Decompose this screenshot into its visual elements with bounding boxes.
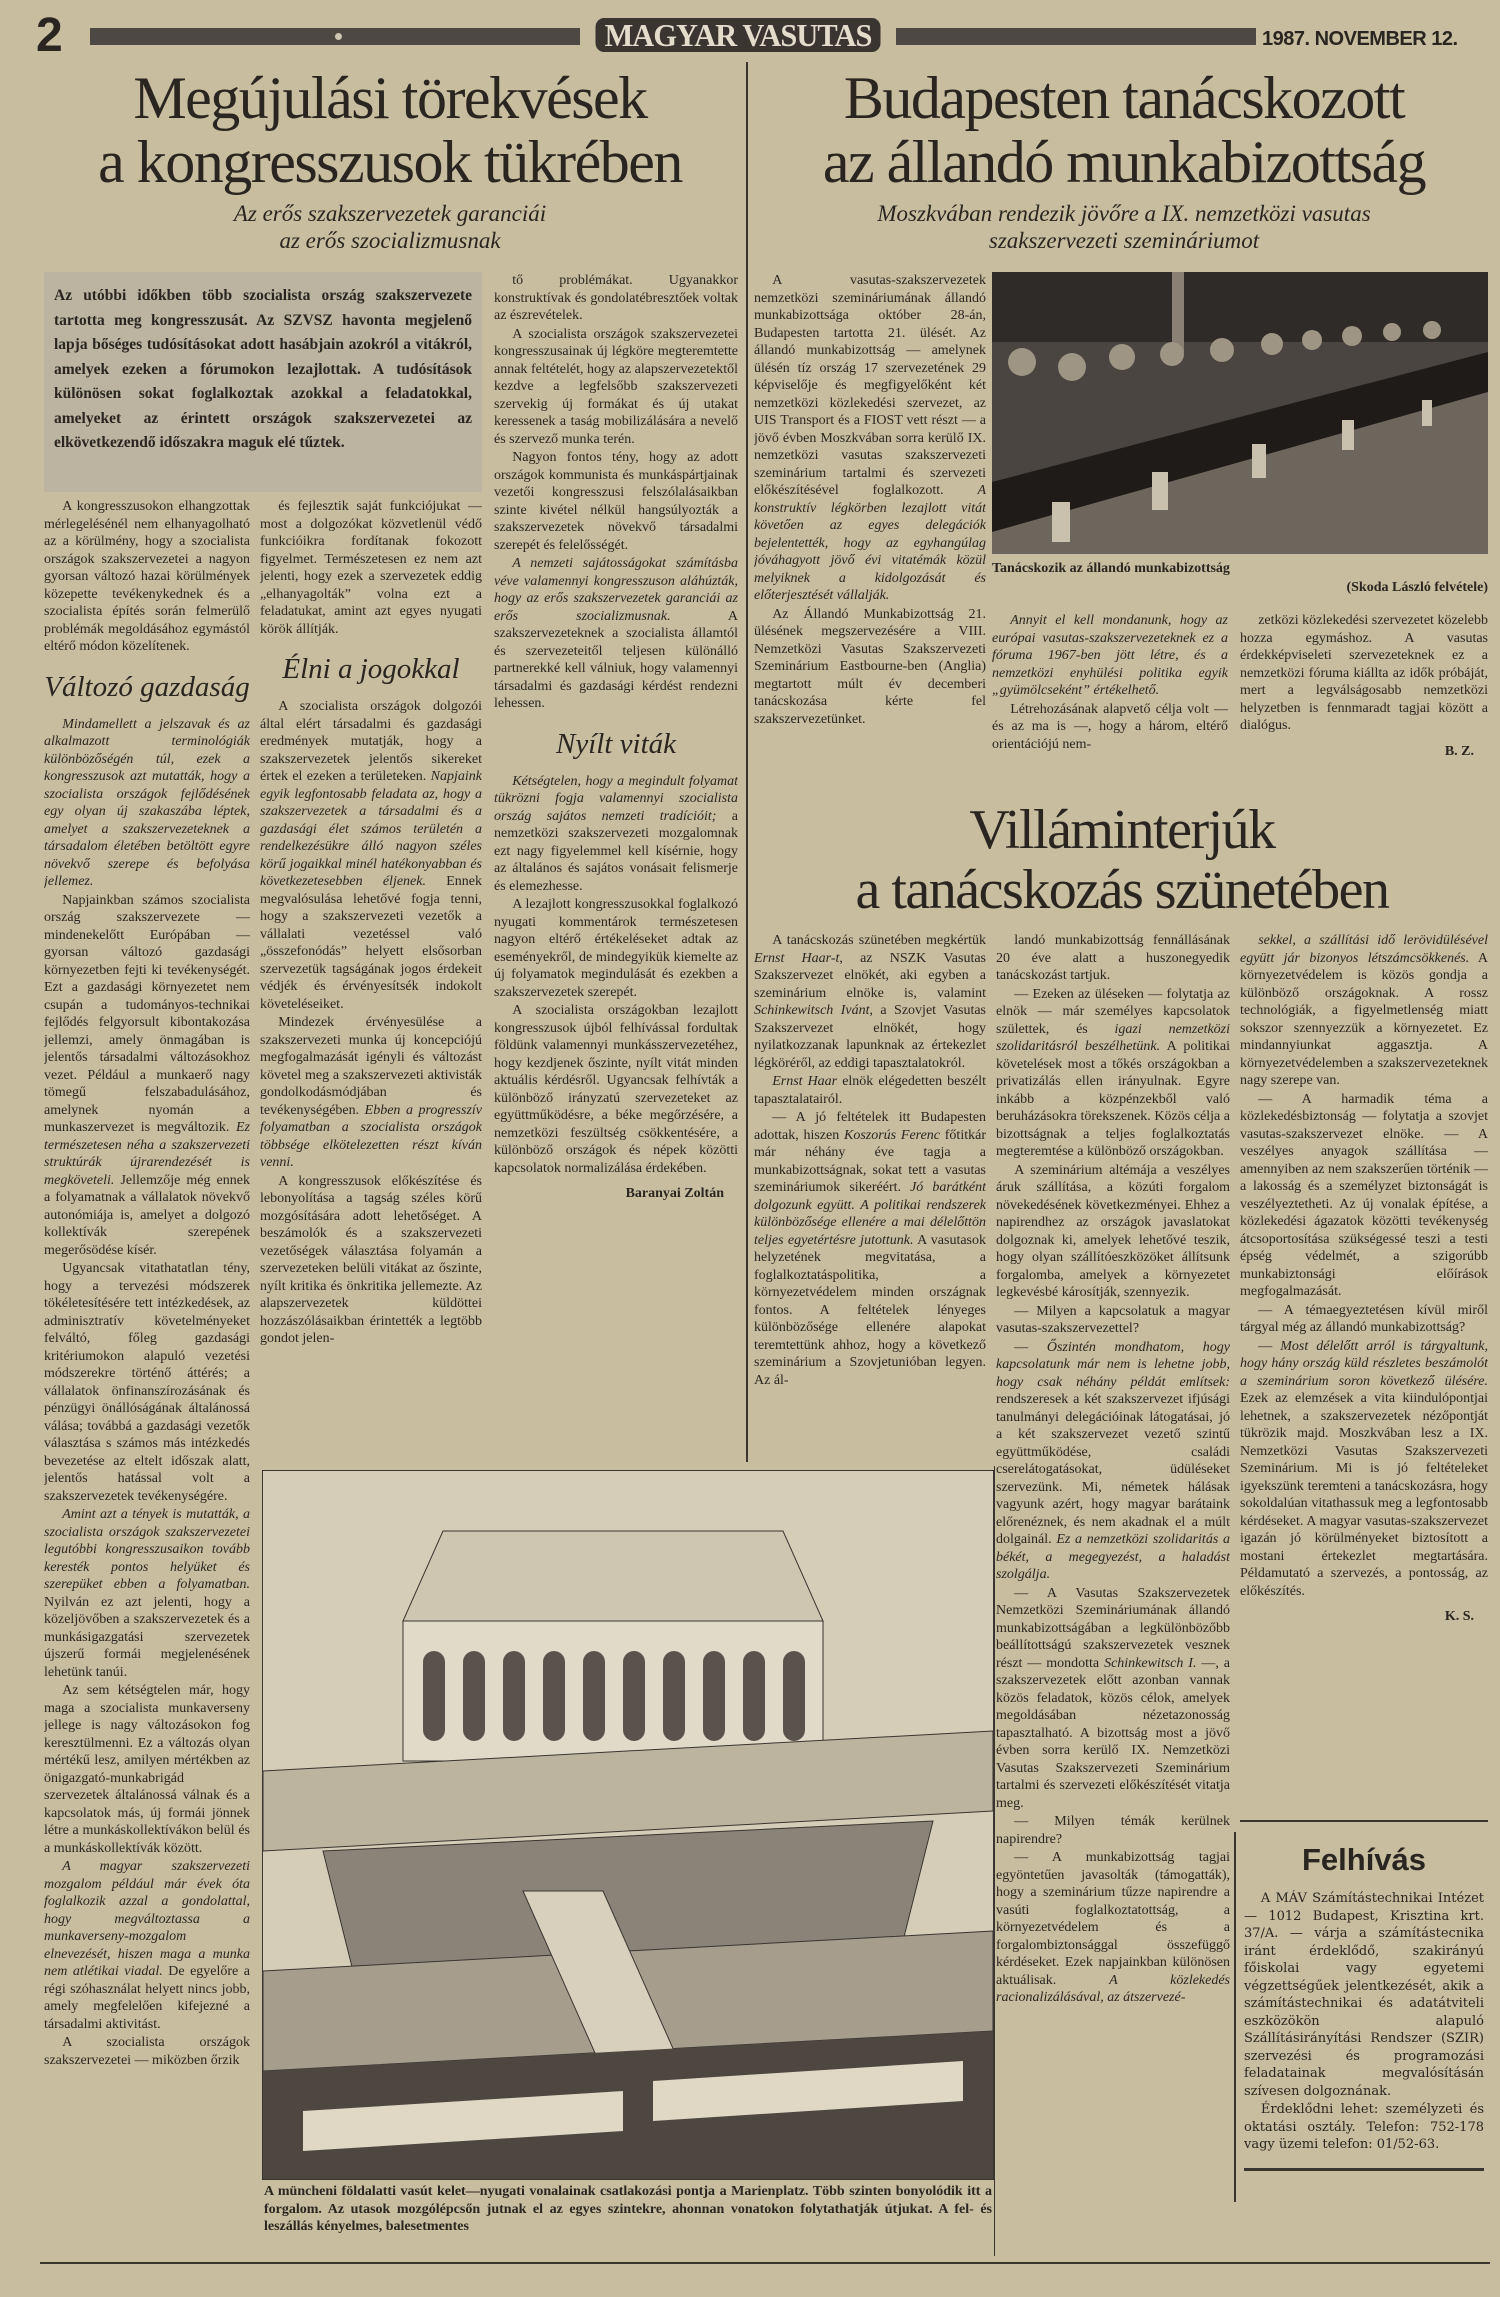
station-cutaway-drawing xyxy=(263,1471,993,2179)
headline-line: Budapesten tanácskozott xyxy=(843,65,1405,131)
italic-text-run: Koszorús Ferenc xyxy=(844,1127,941,1143)
headline-line: Megújulási törekvések xyxy=(133,65,647,131)
text-run: De egyelőre a régi szóhasználat helyett nincs jobb, amely megfelelően kifejezné a társadalmi aktivitást. xyxy=(44,1964,250,2032)
italic-text-run: Mindamellett a jelszavak és az alkalmazott terminológiák különbözőségén túl, ezek a kongresszusok azt mutatták, hogy a szocialista országok fejlődésének egy olyan új szakaszába léptek, amelyet a szakszervezeteknek a társadalom életében betöltött egyre növekvő szerepe és befolyása jellemez. xyxy=(44,716,250,889)
text-run: — Milyen a kapcsolatuk a magyar vasutas-szakszervezettel? xyxy=(996,1303,1230,1336)
paragraph xyxy=(44,2034,250,2069)
left-subtitle xyxy=(40,200,740,254)
column-rule xyxy=(746,62,748,1462)
italic-text-run: Most délelőtt arról is tárgyaltunk, hogy hány ország küld részletes beszámolót a szeminárium soron következő ülésére. xyxy=(1240,1338,1488,1389)
author-signature: B. Z. xyxy=(1444,743,1474,759)
page-number: 2 xyxy=(36,9,63,62)
italic-text-run: Amint azt a tények is mutatták, a szocialista országok szakszervezetei legutóbbi kongresszusaikon tovább keresték pontos helyüket és szerepüket ebben a folyamatban. xyxy=(44,1507,250,1592)
subtitle-line: az erős szocializmusnak xyxy=(279,228,501,253)
text-run: — xyxy=(1258,1338,1281,1354)
paragraph xyxy=(44,1506,250,1681)
page-bottom-rule xyxy=(40,2262,1490,2264)
text-run: —, a szakszervezetek előtt azonban vannak közös feladatok, közös célok, amelyek megoldásában nézetazonosság tapasztalható. A bizottság most a jövő évben sorra kerülő IX. Nemzetközi Vasutas Szakszervezeti Szeminárium tartalmi és szervezeti előkészítését vitatja meg. xyxy=(996,1655,1230,1811)
text-run: — A témaegyeztetésen kívül miről tárgyal még az állandó munkabizottság? xyxy=(1240,1302,1488,1335)
paragraph xyxy=(996,1162,1230,1302)
text-run: Napjainkban számos szocialista ország szakszervezete — mindenekelőtt Európában — gyorsan változó gazdasági környezetben fejti ki tevékenységét. Ezt a gazdasági környezetet nem csupán a tudományos-technikai fejlődés felgyorsult kibontakozása jellemzi, amely önmagában is jelentős társadalmi változásokhoz vezet. Például a munkaerő nagy tömegű felszabadulásához, amelynek nyomán a munkaszervezet is megváltozik. xyxy=(44,892,250,1135)
paragraph xyxy=(754,1109,986,1389)
text-run: A MÁV Számítástechnikai Intézet — 1012 Budapest, Krisztina krt. 37/A. — várja a számítástecnika iránt érdeklődő, szakirányú főiskolai vagy egyetemi végzettségűek jelentkezését, akik a számítástechnikai és adatátviteli eszközökön alapuló Szállításirányítási Rendszer (SZIR) szervezési és programozási feladatainak megvalósításán szívesen dolgoznának. xyxy=(1244,1891,1484,2099)
text-run: Nagyon fontos tény, hogy az adott országok kommunista és munkáspártjainak vezetői kongresszusi felszólalásaikban szinte kivétel nélkül hangsúlyozták a szakszervezetek növekvő társadalmi szerepét és felelősségét. xyxy=(494,450,738,553)
photo-caption: Tanácskozik az állandó munkabizottság xyxy=(992,561,1230,576)
meeting-photo-drawing xyxy=(992,272,1488,554)
marienplatz-illustration xyxy=(262,1470,994,2180)
headline-line: a kongresszusok tükrében xyxy=(98,129,682,195)
text-run: főtitkár már néhány éve tagja a munkabizottságnak, sokat tett a vasutas szemináriumok sikeréért. xyxy=(754,1127,986,1195)
paragraph xyxy=(1240,1091,1488,1301)
interview-column-3 xyxy=(1240,932,1488,1817)
paragraph xyxy=(494,326,738,449)
paragraph xyxy=(992,612,1228,700)
text-run: Létrehozásának alapvető célja volt — és az ma is —, hogy a három, eltérő orientációjú nem- xyxy=(992,701,1228,752)
italic-text-run: igazi nemzetközi szolidaritásról beszélhetünk. xyxy=(996,1021,1230,1054)
text-run: — A munkabizottság tagjai egyöntetűen javasolták (támogatták), hogy a szeminárium tűzze napirendre a vasúti foglalkoztatottság, a környezetvédelem és a forgalombiztonsággal összefüggő kérdéseket. Ezek napjainkban különösen aktuálisak. xyxy=(996,1850,1230,1988)
section-heading: Nyílt viták xyxy=(556,727,676,760)
paragraph xyxy=(260,1173,482,1348)
right-article-column-2 xyxy=(992,612,1228,790)
paragraph xyxy=(1244,2101,1484,2154)
photo-credit: (Skoda László felvétele) xyxy=(1346,580,1488,595)
right-headline xyxy=(756,66,1492,194)
bullet-icon xyxy=(335,33,342,40)
text-run: — A harmadik téma a közlekedésbiztonság — folytatja a szovjet vasutas-szakszervezet elnöke. — A veszélyes anyagok szállítása — amennyiben az nem szakszerűen történik — a lakosság és a személyzet biztonságát is veszélyeztetheti. Az új vonalak építése, a közlekedési ágazatok közötti tevékenység átcsoportosítása szükségessé teszi a testi épség védelmét, a szigorúbb munkabiztonsági előírások megfogalmazását. xyxy=(1240,1091,1488,1299)
text-run: Mindezek érvényesülése a szakszervezeti munka új koncepciójú megfogalmazását igényli és változást követel meg a szakszervezeti aktivisták gondolkodásmódjában és tevékenységében. xyxy=(260,1015,482,1118)
text-run: , a Szovjet Vasutas Szakszervezet elnökét, hogy nyilatkozzanak lapunknak az értekezlet légköréről, az eddigi tapasztalatokról. xyxy=(754,1003,986,1071)
text-run: Ennek megvalósulása lehetővé fogja tenni, hogy a szakszervezeti vezetők a vállalati vezetéssel való „összefonódás” helyett elsősorban szervezetük tagságának jogos érdekeit védjék és érvényesítsék indokolt követeléseiket. xyxy=(260,874,482,1012)
text-run: A szocialista országok dolgozói által elért társadalmi és gazdasági eredmények mutatják, hogy a szakszervezetek jelentős sikereket értek el ezeken a területeken. xyxy=(260,699,482,784)
text-run: Jellemzője még ennek a folyamatnak a vállalatok növekvő autonómiája is, amelyet a dolgozó kollektívák szerepének megerősödése kísér. xyxy=(44,1172,250,1258)
text-run: A szocialista országokban lezajlott kongresszusok újból felhívással fordultak földünk valamennyi munkásszervezetéhez, hogy kezdjenek őszinte, nyílt vitát minden aktuális kérdésről. Ugyancsak felhívták a különböző irányzatú szervezeteket az együttműködésre, a béke megőrzésére, a nemzetközi feszültség csökkentésére, a különböző országok és népek közötti kapcsolatok normalizálása érdekében. xyxy=(494,1003,738,1176)
text-run: és fejlesztik saját funkciójukat — most a dolgozókat közvetlenül védő funkcióikra fordítanak fokozott figyelmet. Természetesen ez nem azt jelenti, hogy ezek a szervezetek eddig „elhanyagolták” volna ezt a feladatukat, amint azt egyes nyugati körök állítják. xyxy=(260,499,482,637)
text-run: A szeminárium altémája a veszélyes áruk szállítása, a közúti forgalom növekedésének következményei. Ehhez a napirendhez az országok javaslatokat dolgoznak ki, amelyek lehetővé teszik, hogy olyan szállítóeszközöket állítsunk forgalomba, amelyek a környezetet legkevésbé károsítják, szennyezik. xyxy=(996,1162,1230,1300)
paragraph xyxy=(1240,932,1488,1090)
subtitle-line: Moszkvában rendezik jövőre a IX. nemzetközi vasutas xyxy=(877,201,1371,226)
text-run: elnök elégedetten beszélt tapasztalatairól. xyxy=(754,1074,986,1107)
section-heading: Változó gazdaság xyxy=(44,670,250,703)
lead-paragraph: Az utóbbi időkben több szocialista ország szakszervezete tartotta meg kongresszusát. Az SZVSZ havonta megjelenő lapja bőséges tudósításokat adott hasábjain azokról a vitákról, amelyek ezeken a fórumokon lezajlottak. A tudósítások különösen sokat foglalkoztak azokkal a feladatokkal, amelyeket az érintett országok szakszervezetei az elkövetkezendő időszakra maguk elé tűztek. xyxy=(44,272,482,492)
paragraph xyxy=(494,896,738,1001)
paragraph xyxy=(996,1303,1230,1338)
paragraph xyxy=(754,1073,986,1108)
text-run: A tanácskozás szünetében megkértük xyxy=(772,933,986,948)
italic-text-run: Kétségtelen, hogy a megindult folyamat tükrözni fogja valamennyi szocialista ország sajátos nemzeti tradícióit; xyxy=(494,773,738,824)
italic-text-run: Annyit el kell mondanunk, hogy az európai vasutas-szakszervezeteknek ez a fóruma 1967-ben jött létre, és a nemzetközi enyhülési politika egyik „gyümölcseként” értékelhető. xyxy=(992,613,1228,698)
text-run: A kongresszusok előkészítése és lebonyolítása a tagság széles körű mozgósítására adott lehetőséget. A beszámolók és a szakszervezeti vezetőségek választása folyamán a szervezeteken belüli vitákat az őszinte, nyílt kritika és önkritika jellemezte. Az alapszervezetek küldöttei hozzászólásaikban érintették a legtöbb gondot jelen- xyxy=(260,1173,482,1346)
interview-column-2 xyxy=(996,932,1230,2260)
paragraph xyxy=(996,932,1230,985)
text-run: landó munkabizottság fennállásának 20 éve alatt a huszonegyedik tanácskozást tartjuk. xyxy=(996,933,1230,983)
paragraph xyxy=(754,606,986,729)
paragraph xyxy=(260,1014,482,1172)
text-run: — xyxy=(1014,1339,1047,1355)
notice-bottom-rule xyxy=(1244,2168,1484,2171)
masthead-logo: MAGYAR VASUTAS xyxy=(596,18,881,52)
headline-line: az állandó munkabizottság xyxy=(822,129,1426,195)
text-run: A szakszervezeteknek a szocialista államtól és szervezeteitől teljesen különálló partnerekké kell válniuk, hogy valamennyi társadalmi és gazdasági kérdést rendezni lehessen. xyxy=(494,608,738,711)
left-article-column-3 xyxy=(494,272,738,1462)
paragraph xyxy=(996,1849,1230,2007)
headline-line: Villáminterjúk xyxy=(969,799,1275,861)
italic-text-run: A nemzeti sajátosságokat számításba véve valamennyi kongresszuson aláhúzták, hogy az erős szakszervezetek garanciái az erős szocializmusnak. xyxy=(494,556,738,624)
italic-text-run: Ebben a progresszív folyamatban a szocialista országok többsége elkötelezetten részt kíván venni. xyxy=(260,1102,482,1170)
paragraph xyxy=(44,498,250,656)
paragraph xyxy=(754,932,986,1072)
section-rule xyxy=(1240,1820,1488,1822)
paragraph xyxy=(44,1260,250,1505)
italic-text-run: Napjaink egyik legfontosabb feladata az, hogy a szakszervezetek a társadalmi és a gazdasági élet számos területén a rendelkezésükre álló nagyon széles körű jogaikkal minél hatékonyabban és következetesebben éljenek. xyxy=(260,769,482,889)
text-run: a nemzetközi szakszervezeti mozgalomnak ezt nagy figyelemmel kell kísérnie, hogy az általános és sajátos vonásait felismerje és elemezhesse. xyxy=(494,808,738,894)
section-heading: Élni a jogokkal xyxy=(282,653,460,685)
illustration-caption: A müncheni földalatti vasút kelet—nyugati vonalainak csatlakozási pontja a Marienplatz. Több szinten bonyolódik itt a forgalom. Az utasok mozgólépcsőn jutnak el az egyes szintekre, ahonnan vonatokon folytathatják útjukat. A fel- és leszállás kényelmes, balesetmentes xyxy=(264,2184,992,2234)
paragraph xyxy=(1244,1890,1484,2100)
paragraph xyxy=(494,555,738,713)
paragraph xyxy=(44,716,250,891)
text-run: Az sem kétségtelen már, hogy maga a szocialista munkaverseny jellege is nagy változásokon fog keresztülmenni. Ez a változás olyan mértékű lesz, amilyen mértékben az önigazgató-munkabrigád szervezetek általánossá válnak és a kapcsolatok más, új formái jönnek létre a munkáskollektívákon belül és a munkáskollektívák között. xyxy=(44,1683,250,1856)
paragraph xyxy=(996,1339,1230,1584)
left-article-column-1 xyxy=(44,498,250,2210)
paragraph xyxy=(996,986,1230,1161)
text-run: Érdeklődni lehet: személyzeti és oktatási osztály. Telefon: 752-178 vagy üzemi telefon: 01/52-63. xyxy=(1244,2102,1484,2152)
paragraph xyxy=(494,449,738,554)
paragraph xyxy=(494,773,738,896)
text-run: A környezetvédelem is közös gondja a különböző országoknak. A rossz technológiák, a figyelmetlenség miatt sokszor szennyezzük a környezetet. Ez mindannyiunkat aggasztja. A környezetvédelemben a szakszervezeteknek nagy szerepe van. xyxy=(1240,950,1488,1088)
author-signature: K. S. xyxy=(1444,1609,1474,1624)
italic-text-run: Ez a nemzetközi szolidaritás a békét, a megegyezést, a haladást szolgálja. xyxy=(996,1532,1230,1582)
paragraph xyxy=(44,1682,250,1857)
text-run: zetközi közlekedési szervezetet közelebb hozza egymáshoz. A vasutas érdekképviseleti szervezeteknek ez a nemzetközi fóruma kiállta az idők próbáját, mert a legválságosabb nemzetközi helyzetben is fennmaradt tagjai között a dialógus. xyxy=(1240,613,1488,733)
italic-text-run: Ernst Haar xyxy=(772,1074,838,1089)
italic-text-run: A konstruktív légkörben lezajlott vitát követően az egyes delegációk bejelentették, hogy az egyhangúlag jóváhagyott jövő évi vitatémák közül melyiknek a kidolgozását és előterjesztését vállalják. xyxy=(754,483,986,603)
italic-text-run: A közlekedés racionalizálásával, az átszervezé- xyxy=(996,1972,1230,2005)
text-run: — A Vasutas Szakszervezetek Nemzetközi Szemináriumának állandó munkabizottságában a legkülönbözőbb beállítottságú szakszervezetek vesznek részt — mondotta xyxy=(996,1585,1230,1671)
column-rule xyxy=(994,1466,995,2256)
italic-text-run: sekkel, a szállítási idő lerövidülésével együtt jár bizonyos létszámcsökkenés. xyxy=(1240,933,1488,966)
text-run: A vasutas-szakszervezetek nemzetközi szemináriumának állandó munkabizottsága október 28-án, Budapesten tartotta 21. ülését. Az állandó munkabizottság — amelynek ülésén tíz ország 17 szervezetének 29 képviselője és megfigyelőként két nemzetközi közlekedési szervezet, az UIS Transport és a FIOST vett részt — a jövő évben Moszkvában sorra kerülő IX. nemzetközi vasutas szakszervezeti szeminárium tartalmi és szervezeti előkészítésével foglalkozott. xyxy=(754,273,986,498)
right-subtitle xyxy=(756,200,1492,254)
notice-body xyxy=(1244,1890,1484,2154)
left-article-column-2 xyxy=(260,498,482,1458)
paragraph xyxy=(996,1813,1230,1848)
italic-text-run: Ez természetesen néha a szakszervezeti struktúrák újrarendezését is megköveteli. xyxy=(44,1120,250,1188)
paragraph xyxy=(260,698,482,1013)
text-run: Nyilván ez azt jelenti, hogy a közeljövőben a szakszervezetek és a munkásigazgatási szervezetek újszerű formái megjelenésének lehetünk tanúi. xyxy=(44,1594,250,1680)
italic-text-run: Ernst Haar-t xyxy=(754,950,840,966)
text-run: A szocialista országok szakszervezetei kongresszusainak új légköre megteremtette annak feltételét, hogy az alapszervezetektől kezdve a legfelsőbb szakszervezeti szervekig új formákat és új utakat keressenek a taság mobilizálására a nevelő és szervező munka terén. xyxy=(494,326,738,447)
text-run: Az Állandó Munkabizottság 21. ülésének megszervezésére a VIII. Nemzetközi Vasutas Szakszervezeti Szeminárium Eastbourne-ben (Anglia) megtartott múlt év decemberi tanácskozása kérte fel szakszervezetünket. xyxy=(754,606,986,727)
paragraph xyxy=(996,1585,1230,1813)
text-run: , az NSZK Vasutas Szakszervezet elnökét, aki egyben a szeminárium elnöke is, valamint xyxy=(754,950,986,1001)
paragraph xyxy=(494,272,738,325)
italic-text-run: Schinkewitsch Ivánt xyxy=(754,1003,870,1018)
text-run: tő problémákat. Ugyanakkor konstruktívak és gondolatébresztőek voltak az észrevételek. xyxy=(494,273,738,323)
notice-title: Felhívás xyxy=(1301,1842,1427,1877)
left-headline xyxy=(40,66,740,194)
paragraph xyxy=(1240,1338,1488,1601)
italic-text-run: Őszintén mondhatom, hogy kapcsolatunk már nem is lehetne jobb, hogy csak néhány példát említsek: xyxy=(996,1339,1230,1390)
interview-column-1 xyxy=(754,932,986,1462)
notice-box xyxy=(1244,1842,1484,2171)
paragraph xyxy=(260,498,482,638)
text-run: — Ezeken az üléseken — folytatja az elnök — már személyes kapcsolatok születtek, és xyxy=(996,986,1230,1037)
italic-text-run: A magyar szakszervezeti mozgalom például már évek óta foglalkozik azzal a gondolattal, hogy megváltoztassa a munkaverseny-mozgalom elnevezését, hiszen maga a munka nem atlétikai viadal. xyxy=(44,1859,250,1979)
paragraph xyxy=(494,1002,738,1177)
text-run: A kongresszusokon elhangzottak mérlegelésénél nem elhanyagolható az a körülmény, hogy a szocialista országok szakszervezetei a nagyon gyorsan változó hazai körülmények közepette tevékenykednek és a szocialista építés során felmerülő problémák megoldásához egymástól eltérő módon közelítenek. xyxy=(44,499,250,654)
text-run: A politikai követelések most a tőkés országokban a privatizálás ellen irányulnak. Egyre inkább a közpénzekből való beruházásokra törekszenek. Közös célja a bizottságnak a teljes foglalkoztatás megteremtése a különböző országokban. xyxy=(996,1039,1230,1159)
paragraph xyxy=(1240,612,1488,735)
italic-text-run: Schinkewitsch I. xyxy=(1104,1655,1197,1671)
subtitle-line: Az erős szakszervezetek garanciái xyxy=(233,201,547,226)
column-rule xyxy=(1234,1832,1236,2202)
text-run: Ugyancsak vitathatatlan tény, hogy a tervezési módszerek tökéletesítésére tett intézkedések, az adminisztratív követelményeket felváltó, főleg gazdasági kritériumokon alapuló vezetési módszerekre történő áttérés; a vállalatok önfinanszírozásának és pénzügyi önállóságának általánossá válása; továbbá a gazdasági vezetők választása s számos más intézkedés bevezetése az eltelt időszak alatt, jelentős hatással volt a szakszervezetek tevékenységére. xyxy=(44,1261,250,1504)
text-run: A szocialista országok szakszervezetei — miközben őrzik xyxy=(44,2035,250,2068)
right-article-column-1 xyxy=(754,272,986,796)
italic-text-run: Jó barátként dolgozunk együtt. A politikai rendszerek különbözősége ellenére a mai délelőttön teljes egyetértésre jutottunk. xyxy=(754,1180,986,1248)
paragraph xyxy=(754,272,986,605)
interview-headline xyxy=(752,800,1492,920)
masthead-bar-left xyxy=(90,28,580,45)
paragraph xyxy=(992,701,1228,754)
author-signature: Baranyai Zoltán xyxy=(625,1186,724,1201)
right-article-column-3 xyxy=(1240,612,1488,790)
text-run: — A jó feltételek itt Budapesten adottak, hiszen xyxy=(754,1110,986,1143)
paragraph xyxy=(44,1858,250,2033)
meeting-photo xyxy=(992,272,1488,554)
issue-date: 1987. NOVEMBER 12. xyxy=(1262,28,1458,50)
text-run: — Milyen témák kerülnek napirendre? xyxy=(996,1814,1230,1847)
paragraph xyxy=(44,892,250,1260)
text-run: A lezajlott kongresszusokkal foglalkozó nyugati kommentárok természetesen nagyon eltérő értékeléseket adtak az eseményekről, de mindegyikük kiemelte az új folyamatok megindulását és ezekben a szakszervezetek szerepét. xyxy=(494,897,738,1000)
subtitle-line: szakszervezeti szemináriumot xyxy=(988,228,1260,253)
text-run: rendszeresek a két szakszervezet ifjúsági tanulmányi delegációinak látogatásai, jó a két szakszervezet vezető szintű együttműködése, családi cserelátogatásokat, üdüléseket szervezünk. Mi, németek hálásak vagyunk azért, hogy magyar barátaink előrenéznek, és nem akadnak el a múlt dolgainál. xyxy=(996,1392,1230,1547)
paragraph xyxy=(1240,1302,1488,1337)
text-run: A vasutasok helyzetének megvitatása, a foglalkoztatáspolitika, a környezetvédelem minden országnak fontos. A feltételek lényeges különbözősége ellenére alapokat teremtettünk ahhoz, hogy a következő szeminárium a Szovjetunióban legyen. Az ál- xyxy=(754,1232,986,1388)
masthead-bar-right xyxy=(896,28,1256,45)
text-run: Ezek az elemzések a vita kiindulópontjai lehetnek, a szakszervezetek nézőpontját tükrözik majd. Moszkvában lesz a IX. Nemzetközi Vasutas Szakszervezeti Szeminárium. Mi is jó feltételeket igyekszünk teremteni a tanácskozásra, hogy sokoldalúan vitathassuk meg a legfontosabb kérdéseket. A magyar vasutas-szakszervezet igazán jó körülményeket biztosított a mostani értekezlet megtartására. Példamutató a szervezés, a pontosság, az előkészítés. xyxy=(1240,1391,1488,1599)
headline-line: a tanácskozás szünetében xyxy=(855,859,1389,921)
